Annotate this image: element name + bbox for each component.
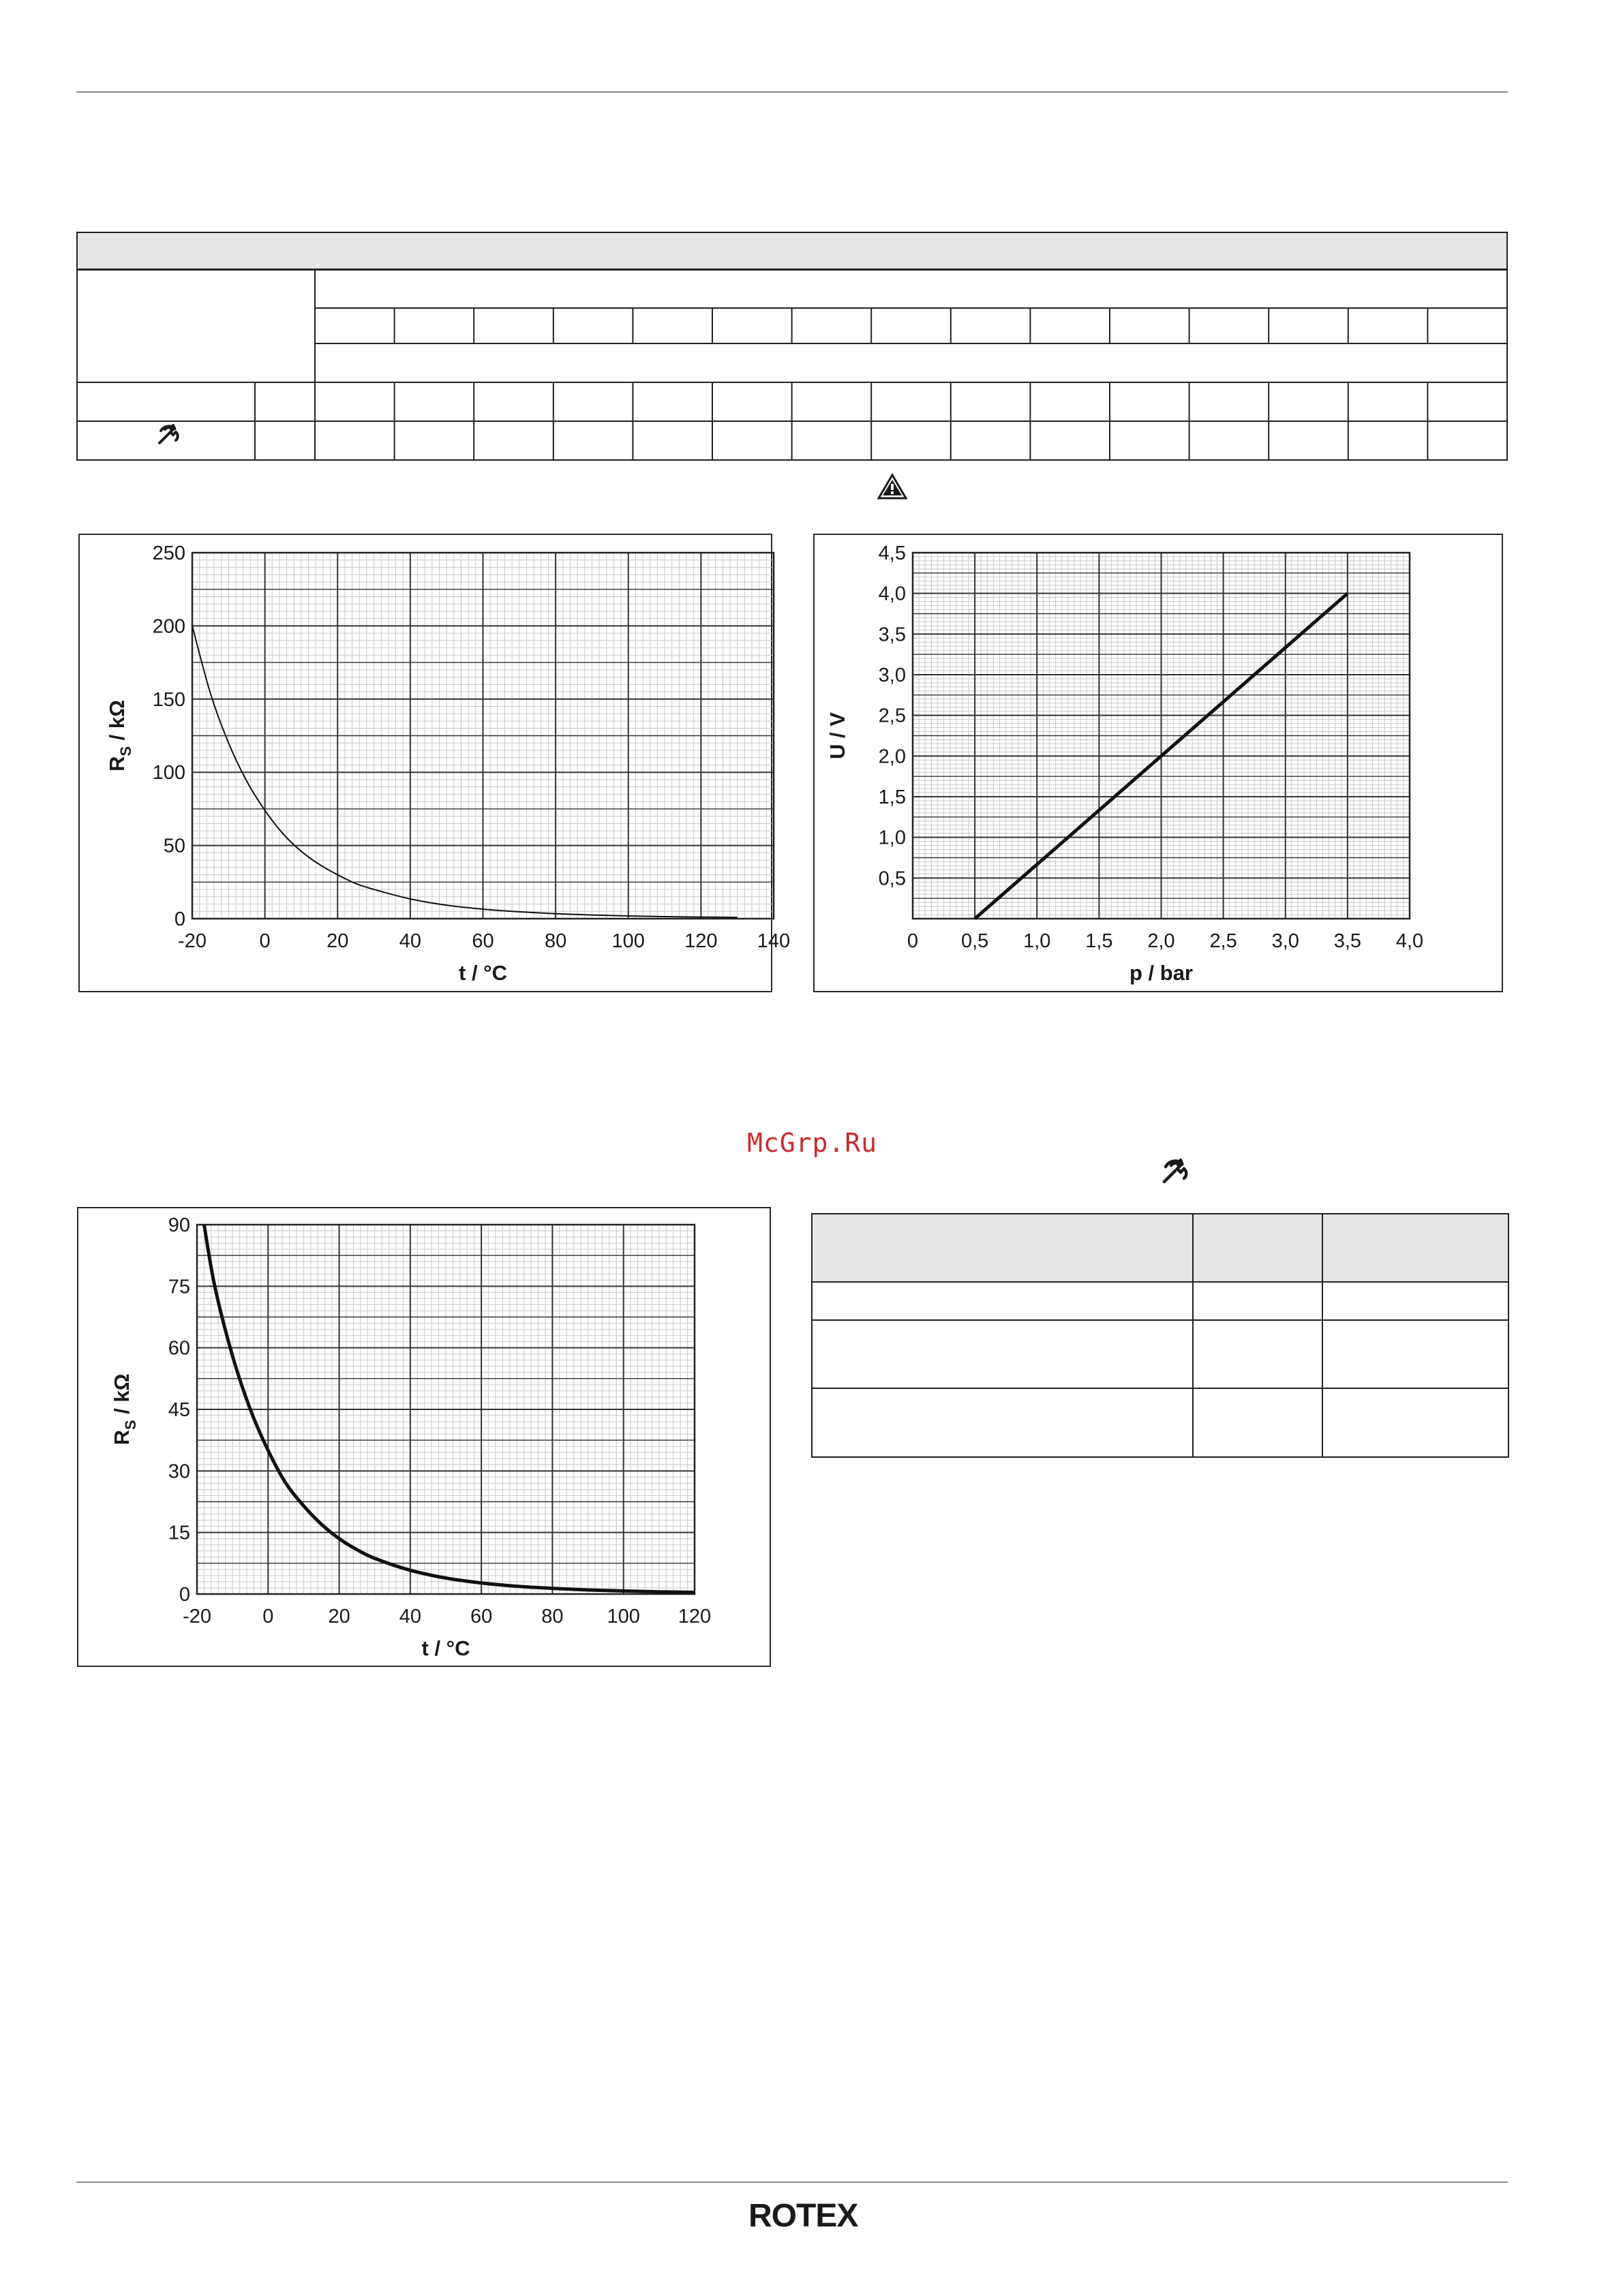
header-rule (76, 91, 1508, 93)
watermark: McGrp.Ru (747, 1128, 878, 1158)
y-tick-label: 1,5 (878, 786, 906, 808)
y-tick-label: 200 (152, 615, 185, 638)
y-tick-label: 15 (168, 1522, 190, 1544)
y-tick-label: 3,0 (878, 664, 906, 686)
x-tick-label: 100 (611, 930, 645, 952)
y-tick-label: 60 (168, 1337, 190, 1360)
x-tick-label: 80 (541, 1606, 564, 1627)
x-tick-label: 140 (757, 930, 791, 952)
y-tick-label: 0,5 (878, 868, 906, 890)
y-tick-label: 100 (152, 762, 185, 784)
y-tick-label: 75 (168, 1276, 190, 1298)
chart-svg (78, 534, 791, 992)
y-tick-label: 1,0 (878, 827, 906, 849)
x-axis-label: p / bar (1129, 961, 1194, 985)
table-header-band (77, 232, 1507, 269)
x-tick-label: 80 (544, 930, 567, 952)
chart-pressure-voltage (813, 534, 1503, 992)
x-axis-label: t / °C (459, 961, 507, 985)
x-tick-label: -20 (183, 1606, 211, 1627)
x-axis-label: t / °C (421, 1636, 470, 1660)
y-axis-label: U / V (825, 712, 849, 759)
x-tick-label: 20 (327, 930, 349, 952)
y-axis-label: $R_S$ / kΩ (105, 699, 134, 772)
x-tick-label: 3,0 (1271, 930, 1299, 952)
x-tick-label: 3,5 (1333, 930, 1362, 952)
x-tick-label: -20 (178, 930, 207, 952)
wrench-arrow-icon (1159, 1159, 1192, 1187)
x-tick-label: 60 (472, 930, 494, 952)
y-tick-label: 0 (174, 908, 185, 930)
y-tick-label: 3,5 (878, 624, 906, 646)
wrench-arrow-icon (155, 424, 183, 448)
spec-table-top (76, 232, 1508, 461)
y-tick-label: 2,0 (878, 746, 906, 768)
y-tick-label: 250 (152, 542, 185, 564)
x-tick-label: 100 (607, 1606, 640, 1627)
y-tick-label: 90 (168, 1214, 190, 1236)
chart-temperature-resistance-2 (77, 1207, 771, 1667)
chart-svg (77, 1207, 771, 1667)
y-tick-label: 45 (168, 1399, 190, 1421)
x-tick-label: 120 (684, 930, 718, 952)
table-header-band (812, 1214, 1508, 1282)
y-tick-label: 4,5 (878, 542, 906, 564)
y-tick-label: 30 (168, 1460, 190, 1483)
x-tick-label: 40 (399, 930, 422, 952)
y-axis-label: $R_S$ / kΩ (110, 1373, 139, 1445)
x-tick-label: 1,5 (1085, 930, 1113, 952)
x-tick-label: 1,0 (1023, 930, 1051, 952)
x-tick-label: 40 (399, 1606, 421, 1627)
x-tick-label: 120 (678, 1606, 712, 1627)
y-tick-label: 4,0 (878, 583, 906, 605)
y-tick-label: 2,5 (878, 705, 906, 727)
warning-triangle-icon (877, 473, 907, 500)
x-tick-label: 60 (470, 1606, 493, 1627)
x-tick-label: 0 (907, 930, 919, 952)
x-tick-label: 0,5 (960, 930, 989, 952)
chart-temperature-resistance-1 (78, 534, 791, 992)
rotex-logo: ROTEX (748, 2198, 858, 2234)
x-tick-label: 0 (259, 930, 271, 952)
footer-rule (76, 2182, 1508, 2183)
spec-table-bottom (811, 1213, 1509, 1458)
y-tick-label: 50 (163, 835, 185, 857)
x-tick-label: 2,0 (1147, 930, 1175, 952)
y-tick-label: 150 (152, 688, 185, 711)
x-tick-label: 0 (262, 1606, 274, 1627)
x-tick-label: 2,5 (1209, 930, 1237, 952)
x-tick-label: 20 (328, 1606, 350, 1627)
y-tick-label: 0 (179, 1584, 190, 1606)
x-tick-label: 4,0 (1395, 930, 1424, 952)
chart-svg (813, 534, 1503, 992)
